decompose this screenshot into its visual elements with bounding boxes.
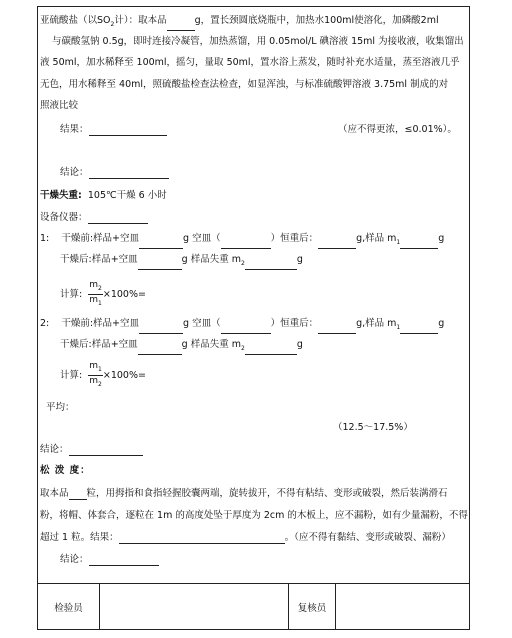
s2-m1-blank[interactable] [400,323,438,334]
sample1-post-line: 干燥后:样品+空皿 g 样品失重 $m_2$ g [60,253,303,270]
s2-m2-blank[interactable] [245,344,297,355]
s2-dish-blank[interactable] [221,323,271,334]
sample1-calc-line: 计算: $\frac{m_2}{m_1}$ ×100%= [60,280,146,307]
s1-constant-blank[interactable] [318,238,356,249]
average-label: 平均： [46,402,75,413]
conclusion-line-1: 结论： [60,166,169,179]
s1-m2-blank[interactable] [245,259,297,270]
inspector-label: 检验员 [38,584,100,629]
looseness-line-3: 超过 1 粒。结果： 。（应不得有黏结、变形或破裂、漏粉） [40,532,451,543]
sulfite-line-4: 无色，用水稀释至 40ml，照硫酸盐检查法检查，如显浑浊，与标准硫酸钾溶液 3.75ml 制成的对 [40,79,449,90]
s1-dish-blank[interactable] [221,238,271,249]
s2-pre-total-blank[interactable] [139,323,183,334]
s2-post-total-blank[interactable] [138,344,182,355]
reviewer-signature-cell[interactable] [336,584,469,629]
conclusion-blank-3[interactable] [89,555,159,566]
sample2-pre-line: 2: 干燥前:样品+空皿 g 空皿（ ）恒重后： g,样品 $m_1$ g [40,317,444,334]
average-range: （12.5～17.5%） [333,422,413,433]
s1-m1-blank[interactable] [400,238,438,249]
looseness-line-1: 取本品 粒，用拇指和食指轻握胶囊两端，旋转拔开，不得有粘结、变形或破裂，然后装满滑石 [40,488,448,499]
sample2-post-line: 干燥后:样品+空皿 g 样品失重 $m_2$ g [60,338,303,355]
s1-post-total-blank[interactable] [138,259,182,270]
looseness-line-2: 粉，将帽、体套合，逐粒在 1m 的高度处坠于厚度为 2cm 的木板上，应不漏粉，如有少量漏粉，不得 [40,510,468,521]
sample-weight-blank[interactable] [167,20,195,31]
signature-row [37,583,470,630]
s2-fraction: $\frac{m_1}{m_2}$ [89,361,102,388]
equipment-blank[interactable] [88,213,148,224]
s2-constant-blank[interactable] [318,323,356,334]
s1-fraction: $\frac{m_2}{m_1}$ [89,280,102,307]
inspector-signature-cell[interactable] [100,584,289,629]
result-blank[interactable] [89,125,167,136]
conclusion-blank-2[interactable] [69,445,143,456]
drying-line: 干燥失重: 105℃干燥 6 小时 [40,190,167,201]
equipment-line: 设备仪器： [40,211,148,224]
result-requirement: （应不得更浓，≤0.01%）。 [338,124,457,135]
capsule-count-blank[interactable] [69,489,87,500]
sample2-calc-line: 计算: $\frac{m_1}{m_2}$ ×100%= [60,361,146,388]
sulfite-line-5: 照液比较 [40,100,79,111]
sulfite-line-2: 与碳酸氢钠 0.5g，即时连接冷凝管，加热蒸馏，用 0.05mol/L 碘溶液 15ml 为接收液，收集馏出 [52,36,464,47]
s1-pre-total-blank[interactable] [139,238,183,249]
sample1-pre-line: 1: 干燥前:样品+空皿 g 空皿（ ）恒重后： g,样品 $m_1$ g [40,232,444,249]
conclusion-line-3: 结论： [60,553,159,566]
result-line: 结果： [60,123,167,136]
conclusion-blank-1[interactable] [89,168,169,179]
reviewer-label: 复核员 [289,584,336,629]
sulfite-line-1: 亚硫酸盐（以$SO_2$计）：取本品 g，置长颈圆底烧瓶中，加热水100ml使溶化，加磷酸2ml [40,14,439,31]
looseness-title: 松 泼 度： [40,465,91,476]
sulfite-line-3: 液 50ml，加水稀释至 100ml，摇匀，量取 50ml，置水浴上蒸发，随时补充水适量，蒸至溶液几乎 [40,57,460,68]
looseness-result-blank[interactable] [119,533,285,544]
conclusion-line-2: 结论： [40,443,143,456]
